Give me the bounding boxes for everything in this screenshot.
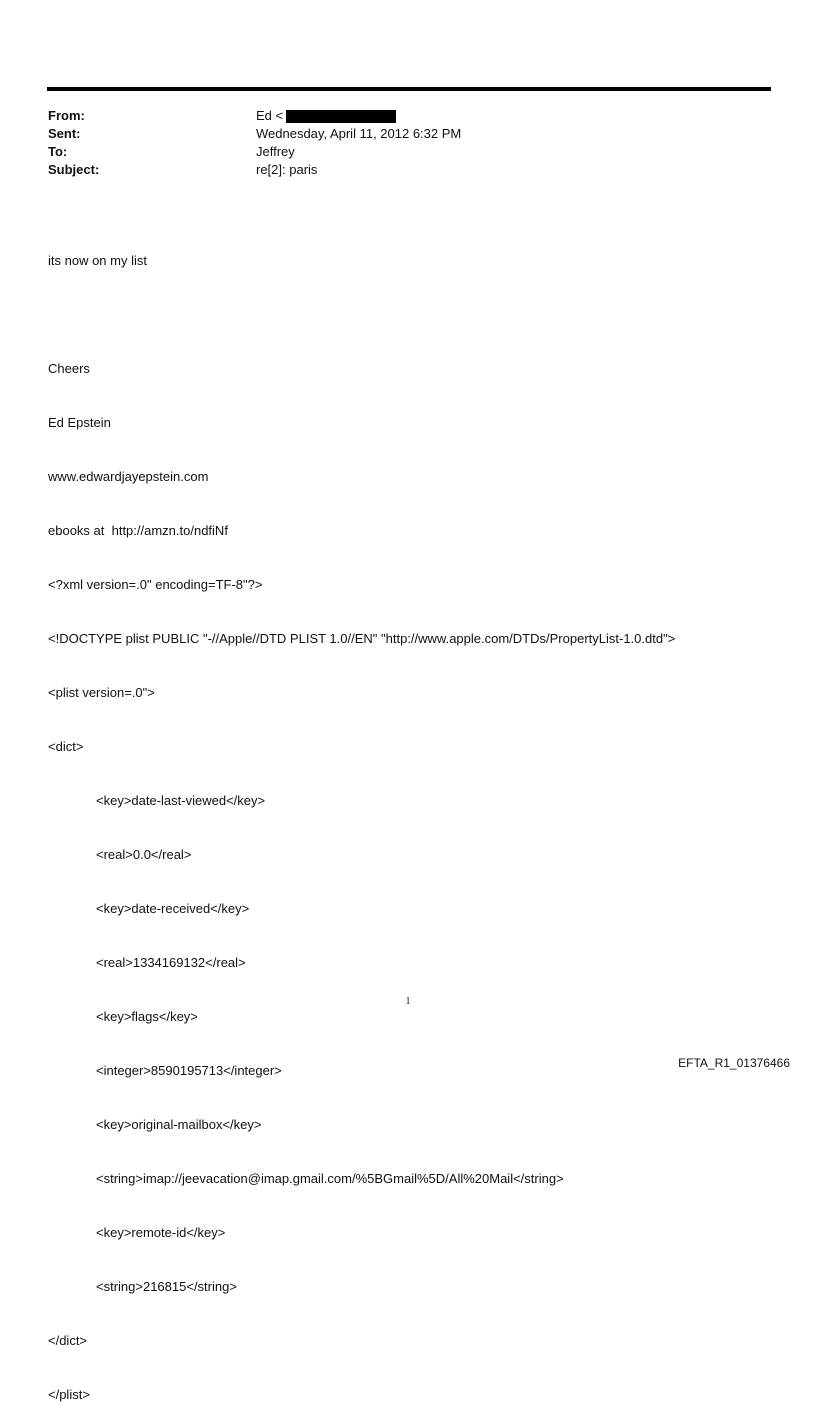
subject-value: re[2]: paris [256,162,318,177]
xml-line: <?xml version=.0" encoding=TF-8"?> [48,577,263,592]
from-name: Ed < [256,108,284,123]
xml-line: <string>216815</string> [96,1279,237,1294]
header-divider [47,87,771,91]
sent-value: Wednesday, April 11, 2012 6:32 PM [256,126,462,141]
xml-line: <string>imap://jeevacation@imap.gmail.com/%5BGmail%5D/All%20Mail</string> [96,1171,564,1186]
xml-line: <key>remote-id</key> [96,1225,226,1240]
to-label: To: [48,144,68,159]
xml-line: <!DOCTYPE plist PUBLIC "-//Apple//DTD PLIST 1.0//EN" "http://www.apple.com/DTDs/PropertyList-1.0.dtd"> [48,631,676,646]
signature-ebooks: ebooks at http://amzn.to/ndfiNf [48,523,228,538]
to-value: Jeffrey [256,144,295,159]
xml-line: <key>flags</key> [96,1009,198,1024]
email-body [48,216,675,1422]
email-headers [48,107,461,179]
signature-name: Ed Epstein [48,415,111,430]
from-row [48,107,461,125]
to-row [48,143,461,161]
signature-website: www.edwardjayepstein.com [48,469,209,484]
sent-label: Sent: [48,126,81,141]
document-id: EFTA_R1_01376466 [678,1056,790,1070]
subject-label: Subject: [48,162,100,177]
xml-line: <key>original-mailbox</key> [96,1117,262,1132]
xml-line: </dict> [48,1333,88,1348]
page-number: 1 [405,996,411,1007]
xml-line: <key>date-received</key> [96,901,250,916]
from-label: From: [48,108,85,123]
xml-line: <real>0.0</real> [96,847,192,862]
from-value [256,107,396,125]
xml-line: <plist version=.0"> [48,685,155,700]
spacer [48,306,675,324]
xml-line: <real>1334169132</real> [96,955,246,970]
xml-line: <key>date-last-viewed</key> [96,793,266,808]
xml-line: <dict> [48,739,84,754]
subject-row [48,161,461,179]
sent-row [48,125,461,143]
xml-line: </plist> [48,1387,90,1402]
redaction-bar [286,110,396,123]
signoff: Cheers [48,361,90,376]
message-text: its now on my list [48,253,147,268]
xml-line: <integer>8590195713</integer> [96,1063,282,1078]
